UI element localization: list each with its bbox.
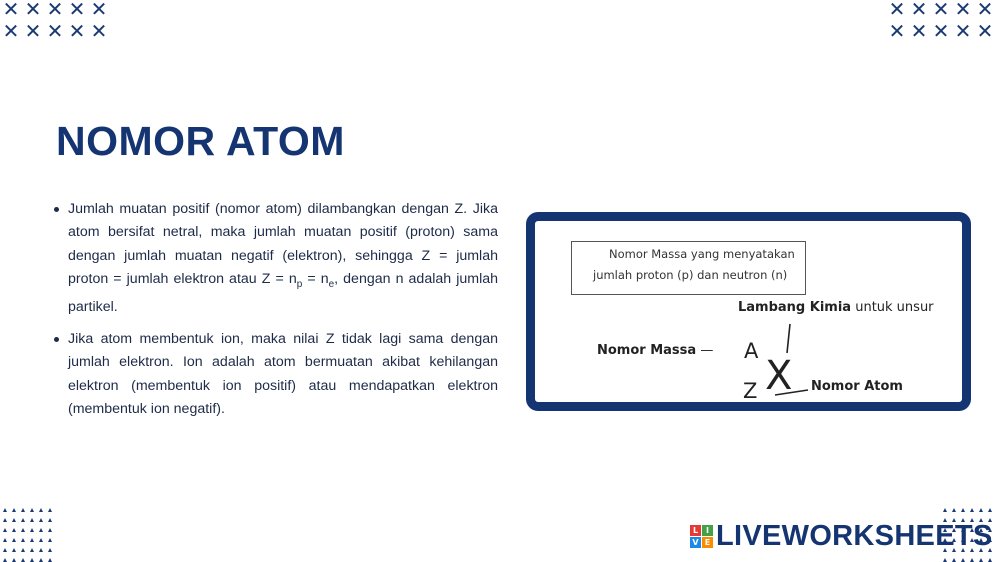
triangle-decor-icon [967, 555, 976, 562]
triangle-decor-icon [27, 505, 36, 515]
symbol-z: Z [743, 379, 758, 403]
bullet-item [50, 328, 498, 422]
triangle-decor-icon [0, 515, 9, 525]
triangle-decor-icon [9, 525, 18, 535]
atomic-number-label: Nomor Atom [811, 379, 903, 394]
bullet-item [50, 198, 498, 320]
triangle-decor-icon [36, 505, 45, 515]
symbol-a: A [744, 339, 759, 363]
triangle-decor-icon [36, 545, 45, 555]
bullet-text: = n [302, 271, 329, 288]
triangle-decor-icon [9, 535, 18, 545]
triangle-decor-icon [0, 505, 9, 515]
triangle-decor-icon [36, 525, 45, 535]
bullet-text: , dengan n adalah jumlah partikel. [68, 271, 499, 316]
symbol-connector-line [787, 324, 790, 353]
triangle-decor-icon [18, 545, 27, 555]
triangle-decor-icon [967, 505, 976, 515]
triangle-decor-icon [0, 525, 9, 535]
triangle-decor-icon [0, 535, 9, 545]
triangle-decor-icon [0, 545, 9, 555]
triangle-decor-icon [976, 505, 985, 515]
triangle-decor-icon [9, 505, 18, 515]
triangle-decor-icon [45, 555, 54, 562]
triangle-decor-icon [985, 555, 994, 562]
triangle-decor-icon [9, 545, 18, 555]
triangle-decor-icon [18, 555, 27, 562]
triangle-decor-icon [976, 555, 985, 562]
triangle-decor-icon [18, 505, 27, 515]
triangle-decor-icon [9, 515, 18, 525]
bullet-text: Jumlah muatan positif (nomor atom) dilambangkan dengan Z. Jika atom bersifat netral, maka jumlah muatan positif (proton) sama dengan jumlah muatan negatif (elektron), sehingga Z = jumlah proton = jumlah elektron atau Z = n [68, 201, 498, 288]
triangle-decor-icon [9, 555, 18, 562]
triangle-decor-icon [18, 525, 27, 535]
logo-letter-tile: E [702, 537, 713, 548]
liveworksheets-mark-icon [690, 525, 713, 548]
subscript-p: p [296, 279, 303, 291]
box-line-1: Nomor Massa yang menyatakan [609, 247, 795, 261]
triangle-decor-icon [45, 515, 54, 525]
triangle-decor-icon [36, 515, 45, 525]
logo-letter-tile: L [690, 525, 701, 536]
triangle-decor-icon [27, 535, 36, 545]
symbol-x: X [765, 353, 793, 399]
decor-x-pattern-top-left: ✕ ✕ ✕ ✕ ✕ ✕ ✕ ✕ ✕ ✕ [2, 0, 108, 43]
triangle-decor-icon [27, 555, 36, 562]
logo-letter-tile: I [702, 525, 713, 536]
triangle-decor-icon [949, 505, 958, 515]
subscript-e: e [328, 279, 335, 291]
triangle-decor-icon [27, 545, 36, 555]
logo-text: LIVEWORKSHEETS [716, 520, 993, 552]
triangle-decor-icon [27, 525, 36, 535]
triangle-decor-icon [949, 555, 958, 562]
triangle-decor-icon [985, 505, 994, 515]
triangle-decor-icon [45, 545, 54, 555]
triangle-decor-icon [27, 515, 36, 525]
triangle-decor-icon [0, 555, 9, 562]
triangle-decor-icon [45, 535, 54, 545]
triangle-decor-icon [45, 505, 54, 515]
triangle-decor-icon [18, 515, 27, 525]
diagram-connector-lines [535, 221, 962, 402]
triangle-decor-icon [36, 535, 45, 545]
bullet-dot-icon [54, 207, 59, 212]
triangle-decor-icon [958, 505, 967, 515]
triangle-decor-icon [18, 535, 27, 545]
triangle-decor-icon [958, 555, 967, 562]
decor-triangle-pattern-bottom-left [0, 505, 54, 562]
chemical-symbol-label: Lambang Kimia untuk unsur [738, 300, 934, 315]
decor-x-pattern-top-right: ✕ ✕ ✕ ✕ ✕ ✕ ✕ ✕ ✕ ✕ [888, 0, 994, 43]
logo-letter-tile: V [690, 537, 701, 548]
bullet-dot-icon [54, 337, 59, 342]
triangle-decor-icon [940, 505, 949, 515]
triangle-decor-icon [36, 555, 45, 562]
bullet-list [50, 198, 498, 429]
triangle-decor-icon [45, 525, 54, 535]
liveworksheets-logo [690, 520, 993, 553]
atom-notation-diagram [526, 212, 971, 411]
bullet-text: Jika atom membentuk ion, maka nilai Z tidak lagi sama dengan jumlah elektron. Ion adalah atom bermuatan akibat kehilangan elektron (membentuk ion positif) atau mendapatkan elektron (membentuk ion negatif). [68, 330, 498, 418]
page-title: NOMOR ATOM [56, 118, 345, 164]
triangle-decor-icon [940, 555, 949, 562]
mass-number-label: Nomor Massa — [597, 343, 714, 358]
box-line-2: jumlah proton (p) dan neutron (n) [593, 268, 788, 282]
